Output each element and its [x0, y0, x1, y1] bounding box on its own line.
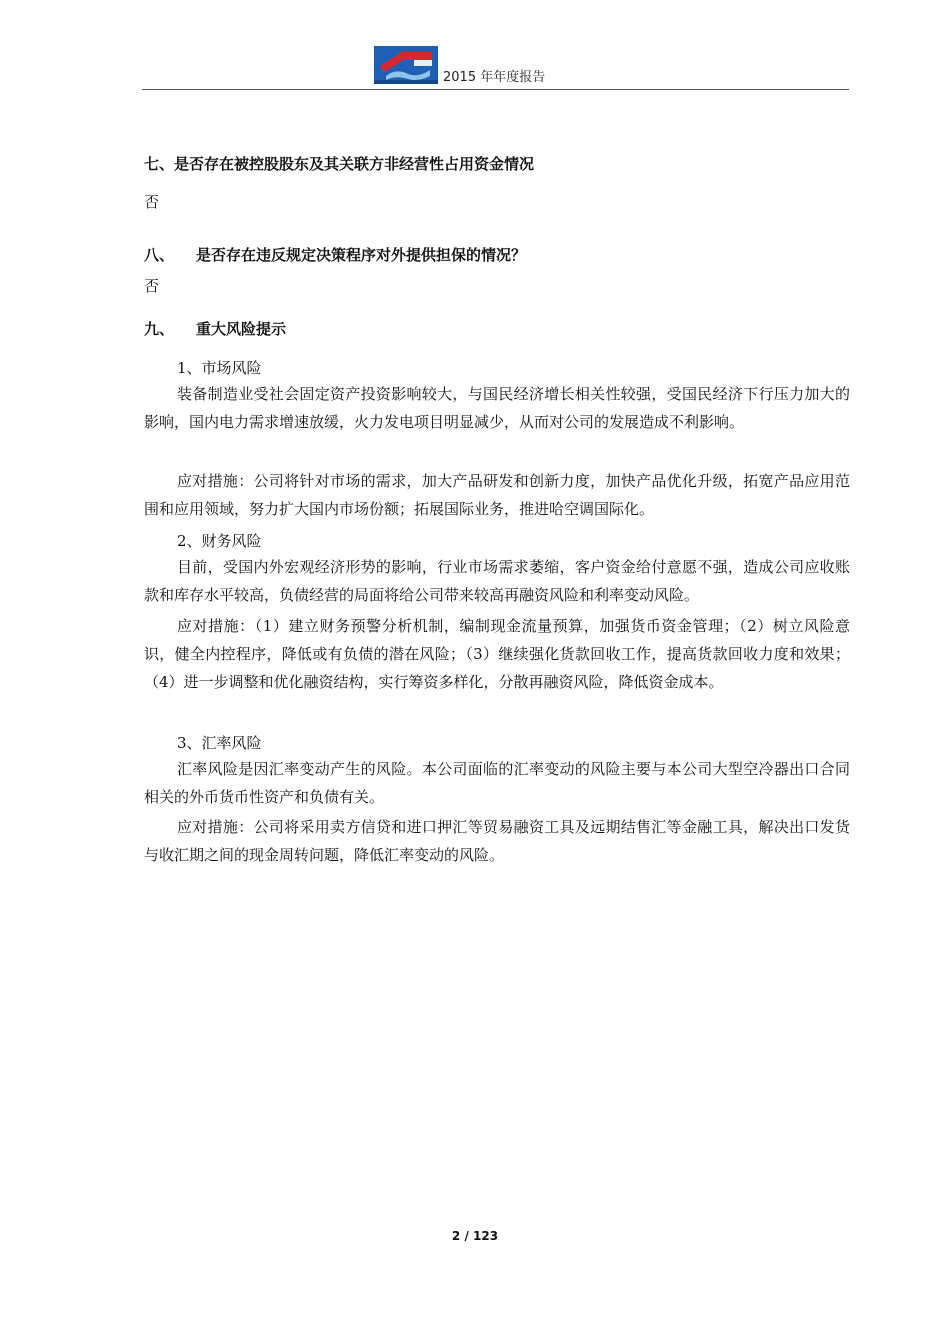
risk-2-description: 目前，受国内外宏观经济形势的影响，行业市场需求萎缩，客户资金给付意愿不强，造成公司应收账款和库存水平较高，负债经营的局面将给公司带来较高再融资风险和利率变动风险。: [144, 558, 850, 604]
section-7-heading-text: 七、是否存在被控股股东及其关联方非经营性占用资金情况: [144, 155, 535, 173]
risk-1-description: 装备制造业受社会固定资产投资影响较大，与国民经济增长相关性较强，受国民经济下行压力加大的影响，国内电力需求增速放缓，火力发电项目明显减少，从而对公司的发展造成不利影响。: [144, 385, 850, 431]
risk-3-description: 汇率风险是因汇率变动产生的风险。本公司面临的汇率变动的风险主要与本公司大型空冷器出口合同相关的外币货币性资产和负债有关。: [144, 760, 850, 806]
section-9-number: 九、: [144, 320, 175, 338]
section-7-heading: [144, 153, 534, 174]
risk-3-title: 3、汇率风险: [177, 734, 262, 752]
risk-3-measures: 应对措施：公司将采用卖方信贷和进口押汇等贸易融资工具及远期结售汇等金融工具，解决出口发货与收汇期之间的现金周转问题，降低汇率变动的风险。: [144, 818, 850, 864]
section-8-heading-text: 是否存在违反规定决策程序对外提供担保的情况？: [196, 246, 527, 264]
company-logo-icon: [374, 46, 438, 84]
risk-1-title: 1、市场风险: [177, 359, 262, 377]
section-9-heading-text: 重大风险提示: [196, 320, 287, 338]
page-number: 2 / 123: [451, 1229, 499, 1243]
risk-1-measures: 应对措施：公司将针对市场的需求，加大产品研发和创新力度，加快产品优化升级，拓宽产品应用范围和应用领域，努力扩大国内市场份额；拓展国际业务，推进哈空调国际化。: [144, 472, 850, 518]
section-8-answer: 否: [144, 277, 160, 295]
section-7-answer: 否: [144, 193, 160, 211]
risk-2-measures: 应对措施：（1）建立财务预警分析机制，编制现金流量预算，加强货币资金管理；（2）树立风险意识，健全内控程序，降低或有负债的潜在风险；（3）继续强化货款回收工作，提高货款回收力度和效果；（4）进一步调整和优化融资结构，实行筹资多样化，分散再融资风险，降低资金成本。: [144, 617, 850, 691]
section-9-heading: [144, 318, 286, 339]
header-divider: [142, 89, 849, 90]
section-8-heading: [144, 244, 526, 265]
risk-2-title: 2、财务风险: [177, 532, 262, 550]
report-title: 2015 年年度报告: [443, 70, 546, 85]
section-8-number: 八、: [144, 246, 175, 264]
